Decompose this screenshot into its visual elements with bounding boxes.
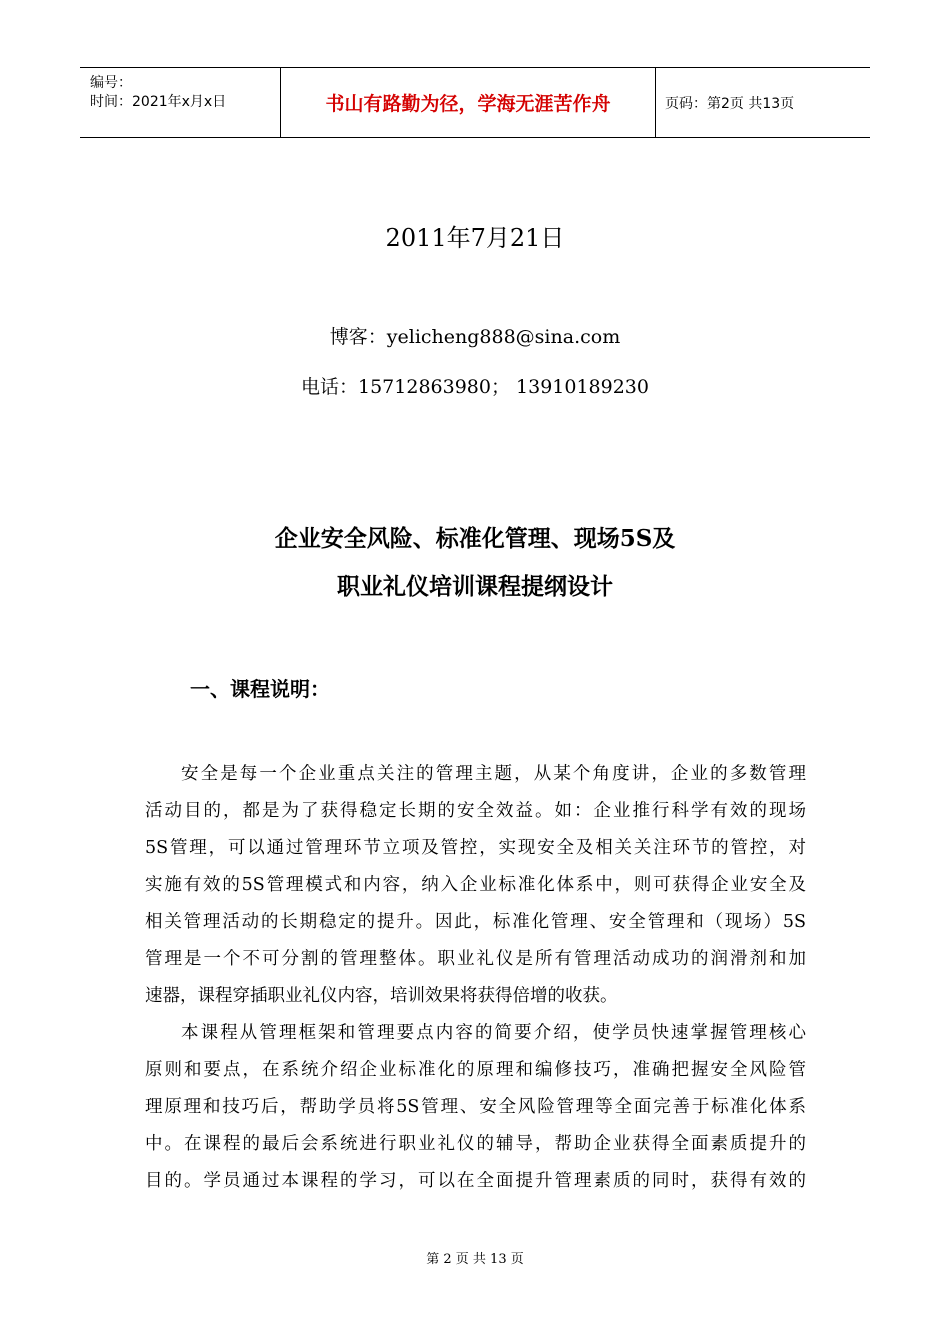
paragraph-line: 相关管理活动的长期稳定的提升。因此，标准化管理、安全管理和（现场）5S <box>145 912 806 932</box>
body-text <box>145 756 806 1200</box>
document-title-line1: 企业安全风险、标准化管理、现场5S及 <box>274 525 676 552</box>
header-page-info: 页码：第2页 共13页 <box>665 95 795 112</box>
paragraph-line: 本课程从管理框架和管理要点内容的简要介绍，使学员快速掌握管理核心 <box>181 1023 806 1043</box>
contact-phone: 电话：15712863980； 13910189230 <box>301 376 649 398</box>
paragraph-line: 理原理和技巧后，帮助学员将5S管理、安全风险管理等全面完善于标准化体系 <box>145 1097 806 1117</box>
page-footer: 第 2 页 共 13 页 <box>426 1252 524 1267</box>
document-title-line2: 职业礼仪培训课程提纲设计 <box>337 573 613 600</box>
document-date: 2011年7月21日 <box>385 224 565 252</box>
paragraph-line: 管理是一个不可分割的管理整体。职业礼仪是所有管理活动成功的润滑剂和加 <box>145 949 806 969</box>
header-motto: 书山有路勤为径，学海无涯苦作舟 <box>280 68 656 137</box>
header-number-label: 编号： <box>90 75 132 91</box>
paragraph-line: 目的。学员通过本课程的学习，可以在全面提升管理素质的同时，获得有效的 <box>145 1171 806 1191</box>
paragraph-line: 5S管理，可以通过管理环节立项及管控，实现安全及相关关注环节的管控，对 <box>145 838 806 858</box>
contact-blog: 博客：yelicheng888@sina.com <box>329 326 621 348</box>
paragraph-line: 速器，课程穿插职业礼仪内容，培训效果将获得倍增的收获。 <box>145 986 618 1006</box>
header-time-label: 时间：2021年x月x日 <box>90 94 227 110</box>
header-meta <box>80 68 280 137</box>
paragraph-line: 安全是每一个企业重点关注的管理主题，从某个角度讲，企业的多数管理 <box>181 764 806 784</box>
paragraph-line: 中。在课程的最后会系统进行职业礼仪的辅导，帮助企业获得全面素质提升的 <box>145 1134 806 1154</box>
paragraph-line: 活动目的，都是为了获得稳定长期的安全效益。如：企业推行科学有效的现场 <box>145 801 806 821</box>
paragraph-line: 实施有效的5S管理模式和内容，纳入企业标准化体系中，则可获得企业安全及 <box>145 875 806 895</box>
paragraph-line: 原则和要点，在系统介绍企业标准化的原理和编修技巧，准确把握安全风险管 <box>145 1060 806 1080</box>
page-header <box>80 67 870 138</box>
section-heading: 一、课程说明： <box>190 677 330 701</box>
